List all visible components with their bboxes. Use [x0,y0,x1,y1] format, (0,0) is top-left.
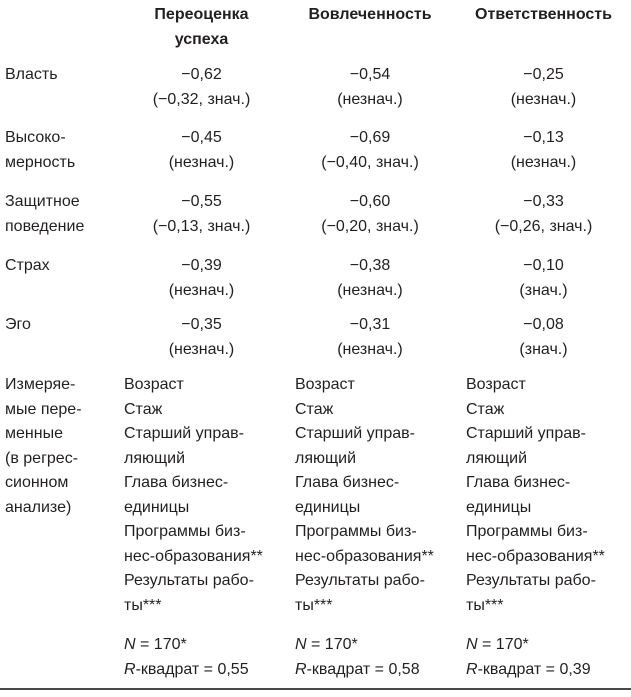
table-cell [456,52,631,112]
table-cell [284,239,456,303]
cell-value: −0,45 [181,129,222,146]
cell-value: −0,55 [181,193,222,210]
list-item: единицы [124,498,190,516]
sample-size-value: = 170* [477,636,529,653]
sample-size [295,633,456,658]
list-item: Старший управ- [124,425,244,442]
r-squared-symbol: R [295,660,307,678]
variables-list [119,362,284,689]
header-engagement [284,0,456,52]
list-item: Старший управ- [466,425,586,442]
r-squared-symbol: R [124,660,136,678]
table-cell [284,303,456,362]
r-squared [295,658,456,683]
cell-value: −0,69 [349,129,391,146]
list-item: Возраст [466,376,526,393]
row-label-line: Измеряе- [5,376,76,393]
cell-note: (незнач.) [168,340,235,358]
row-label-line: анализе) [5,498,72,516]
row-label-line: (в регрес- [5,449,79,467]
cell-value: −0,38 [349,257,391,274]
header-label: Вовлеченность [308,6,432,23]
cell-value: −0,13 [523,129,564,146]
table-cell [456,239,631,303]
table-cell [456,112,631,175]
list-item: Старший управ- [295,425,415,442]
header-label: Переоценка успеха [154,6,249,48]
table-cell [119,52,284,112]
header-overestimation [119,0,284,52]
measured-variables-row [0,362,631,689]
sample-size [124,633,284,658]
table-cell [119,112,284,175]
cell-note: (незнач.) [337,281,403,299]
header-corner [0,0,119,52]
cell-note: (−0,32, знач.) [152,90,251,108]
cell-value: −0,54 [349,66,391,83]
cell-note: (незнач.) [168,153,235,171]
row-label-line: сионном [5,474,69,491]
table-row [0,303,631,362]
cell-note: (−0,40, знач.) [321,153,419,171]
sample-size-symbol: N [295,636,307,653]
cell-value: −0,25 [523,66,564,83]
table-cell [119,175,284,239]
row-label [0,52,119,112]
list-item: Глава бизнес- [124,474,229,491]
list-item: Стаж [295,400,334,418]
table-header-row [0,0,631,52]
list-item: ты*** [295,596,333,614]
row-label [0,239,119,303]
list-item: Стаж [124,400,163,418]
cell-note: (незнач.) [510,90,577,108]
list-item: Стаж [466,400,505,418]
list-item: ты*** [466,596,504,614]
cell-note: (−0,20, знач.) [321,217,419,235]
sample-size-symbol: N [124,636,136,653]
cell-value: −0,10 [523,257,564,274]
list-item: нес-образования** [295,547,434,565]
list-item: Программы биз- [295,523,417,540]
cell-value: −0,08 [523,316,564,333]
r-squared-value: -квадрат = 0,58 [306,660,420,678]
row-label-line: мерность [5,153,76,171]
cell-value: −0,35 [181,316,222,333]
list-item: Глава бизнес- [295,474,400,491]
list-item: Результаты рабо- [466,572,596,589]
row-label-line: Высоко- [5,129,66,146]
table-cell [284,112,456,175]
list-item: Программы биз- [124,523,246,540]
table-row [0,175,631,239]
r-squared [124,658,284,683]
row-label-line: Эго [5,316,31,333]
table-cell [119,303,284,362]
cell-value: −0,62 [181,66,222,83]
r-squared-value: -квадрат = 0,39 [477,660,591,678]
row-label-line: менные [5,425,63,442]
cell-note: (знач.) [519,340,568,358]
row-label-line: Власть [5,66,58,83]
list-item: нес-образования** [466,547,605,565]
table-row [0,112,631,175]
r-squared-value: -квадрат = 0,55 [135,660,249,678]
list-item: Результаты рабо- [124,572,254,589]
r-squared [466,658,631,683]
table-cell [456,303,631,362]
cell-note: (незнач.) [168,281,235,299]
cell-value: −0,39 [181,257,222,274]
sample-size-value: = 170* [306,636,358,653]
cell-note: (незнач.) [337,90,403,108]
list-item: Возраст [295,376,355,393]
list-item: нес-образования** [124,547,263,565]
variables-list [284,362,456,689]
row-label [0,175,119,239]
cell-note: (−0,26, знач.) [494,217,593,235]
table-row [0,52,631,112]
header-responsibility [456,0,631,52]
row-label-line: поведение [5,217,85,235]
cell-value: −0,33 [523,193,564,210]
sample-size-value: = 170* [135,636,187,653]
table-row [0,239,631,303]
cell-note: (знач.) [519,281,568,299]
list-item: единицы [466,498,532,516]
row-label-line: мые пере- [5,400,82,418]
cell-value: −0,60 [349,193,391,210]
row-label-line: Защитное [5,193,80,210]
sample-size [466,633,631,658]
list-item: ляющий [466,449,528,467]
list-item: Глава бизнес- [466,474,571,491]
row-label [0,362,119,689]
cell-note: (незнач.) [510,153,577,171]
list-item: единицы [295,498,361,516]
list-item: Возраст [124,376,184,393]
row-label-line: Страх [5,257,50,274]
table-cell [119,239,284,303]
list-item: Результаты рабо- [295,572,425,589]
row-label [0,112,119,175]
cell-value: −0,31 [349,316,391,333]
row-label [0,303,119,362]
cell-note: (−0,13, знач.) [152,217,251,235]
list-item: ты*** [124,596,162,614]
table-cell [284,52,456,112]
r-squared-symbol: R [466,660,478,678]
variables-list [456,362,631,689]
sample-size-symbol: N [466,636,478,653]
cell-note: (незнач.) [337,340,403,358]
table-cell [284,175,456,239]
list-item: ляющий [124,449,186,467]
header-label: Ответственность [475,6,612,23]
list-item: Программы биз- [466,523,588,540]
list-item: ляющий [295,449,357,467]
table-cell [456,175,631,239]
